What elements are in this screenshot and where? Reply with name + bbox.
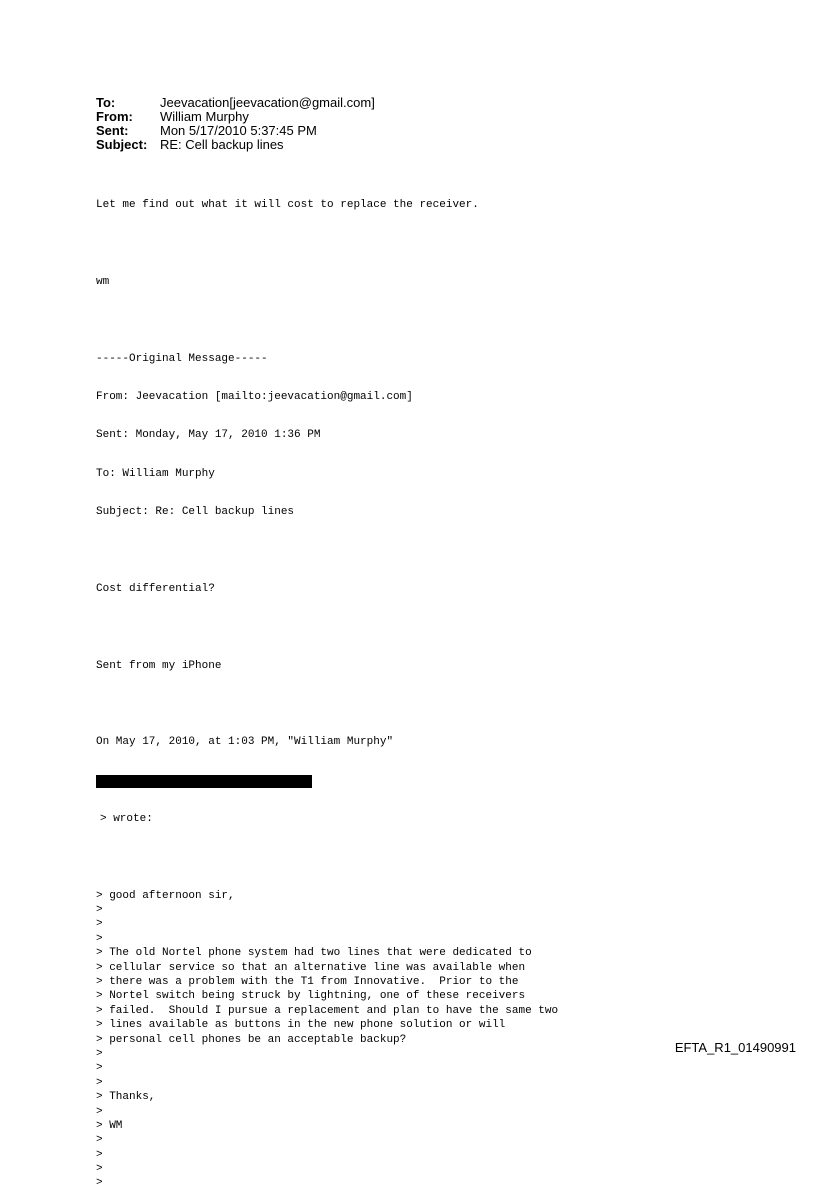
- quoted-line: > cellular service so that an alternative line was available when: [96, 961, 526, 974]
- reply-line: Let me find out what it will cost to replace the receiver.: [96, 199, 479, 211]
- email-header: [96, 96, 375, 152]
- quoted-line: >: [96, 1148, 103, 1161]
- cost-question: Cost differential?: [96, 582, 215, 595]
- to-row: [96, 96, 375, 110]
- original-to: To: William Murphy: [96, 467, 215, 480]
- quoted-line: > WM: [96, 1119, 123, 1132]
- quoted-line: >: [96, 1163, 103, 1176]
- original-sent: Sent: Monday, May 17, 2010 1:36 PM: [96, 429, 321, 442]
- original-subject: Subject: Re: Cell backup lines: [96, 506, 295, 519]
- quoted-line: >: [96, 1105, 103, 1118]
- quoted-line: >: [96, 1177, 103, 1190]
- quoted-line: > failed. Should I pursue a replacement and plan to have the same two: [96, 1004, 559, 1017]
- quoted-line: >: [96, 932, 103, 945]
- quoted-line: > Nortel switch being struck by lightning, one of these receivers: [96, 990, 526, 1003]
- quoted-line: >: [96, 1062, 103, 1075]
- sent-value: Mon 5/17/2010 5:37:45 PM: [160, 123, 317, 138]
- quoted-line: > Thanks,: [96, 1091, 156, 1104]
- sent-label: Sent:: [96, 123, 129, 138]
- sent-from-line: Sent from my iPhone: [96, 659, 222, 672]
- quoted-line: > personal cell phones be an acceptable backup?: [96, 1033, 407, 1046]
- subject-row: [96, 138, 375, 152]
- original-from: From: Jeevacation [mailto:jeevacation@gmail.com]: [96, 390, 413, 403]
- email-body: [96, 174, 558, 1203]
- redaction-bar: [96, 775, 312, 788]
- subject-label: Subject:: [96, 137, 148, 152]
- to-value: Jeevacation[jeevacation@gmail.com]: [160, 95, 375, 110]
- wrote-line: > wrote:: [100, 812, 153, 825]
- from-row: [96, 110, 375, 124]
- quoted-line: > The old Nortel phone system had two lines that were dedicated to: [96, 947, 532, 960]
- sent-row: [96, 124, 375, 138]
- from-label: From:: [96, 109, 133, 124]
- document-id: EFTA_R1_01490991: [674, 1040, 796, 1055]
- quoted-message: [96, 889, 558, 1191]
- quoted-line: > there was a problem with the T1 from Innovative. Prior to the: [96, 975, 519, 988]
- quoted-line: >: [96, 918, 103, 931]
- quoted-line: >: [96, 1076, 103, 1089]
- on-date-line: On May 17, 2010, at 1:03 PM, "William Murphy": [96, 736, 394, 749]
- signature: wm: [96, 275, 110, 288]
- quoted-line: > good afternoon sir,: [96, 889, 235, 902]
- to-label: To:: [96, 95, 116, 110]
- quoted-line: >: [96, 1134, 103, 1147]
- quoted-line: > lines available as buttons in the new phone solution or will: [96, 1019, 506, 1032]
- subject-value: RE: Cell backup lines: [160, 137, 284, 152]
- from-value: William Murphy: [160, 109, 249, 124]
- quoted-line: >: [96, 1047, 103, 1060]
- original-message-header: -----Original Message-----: [96, 352, 268, 365]
- quoted-line: >: [96, 904, 103, 917]
